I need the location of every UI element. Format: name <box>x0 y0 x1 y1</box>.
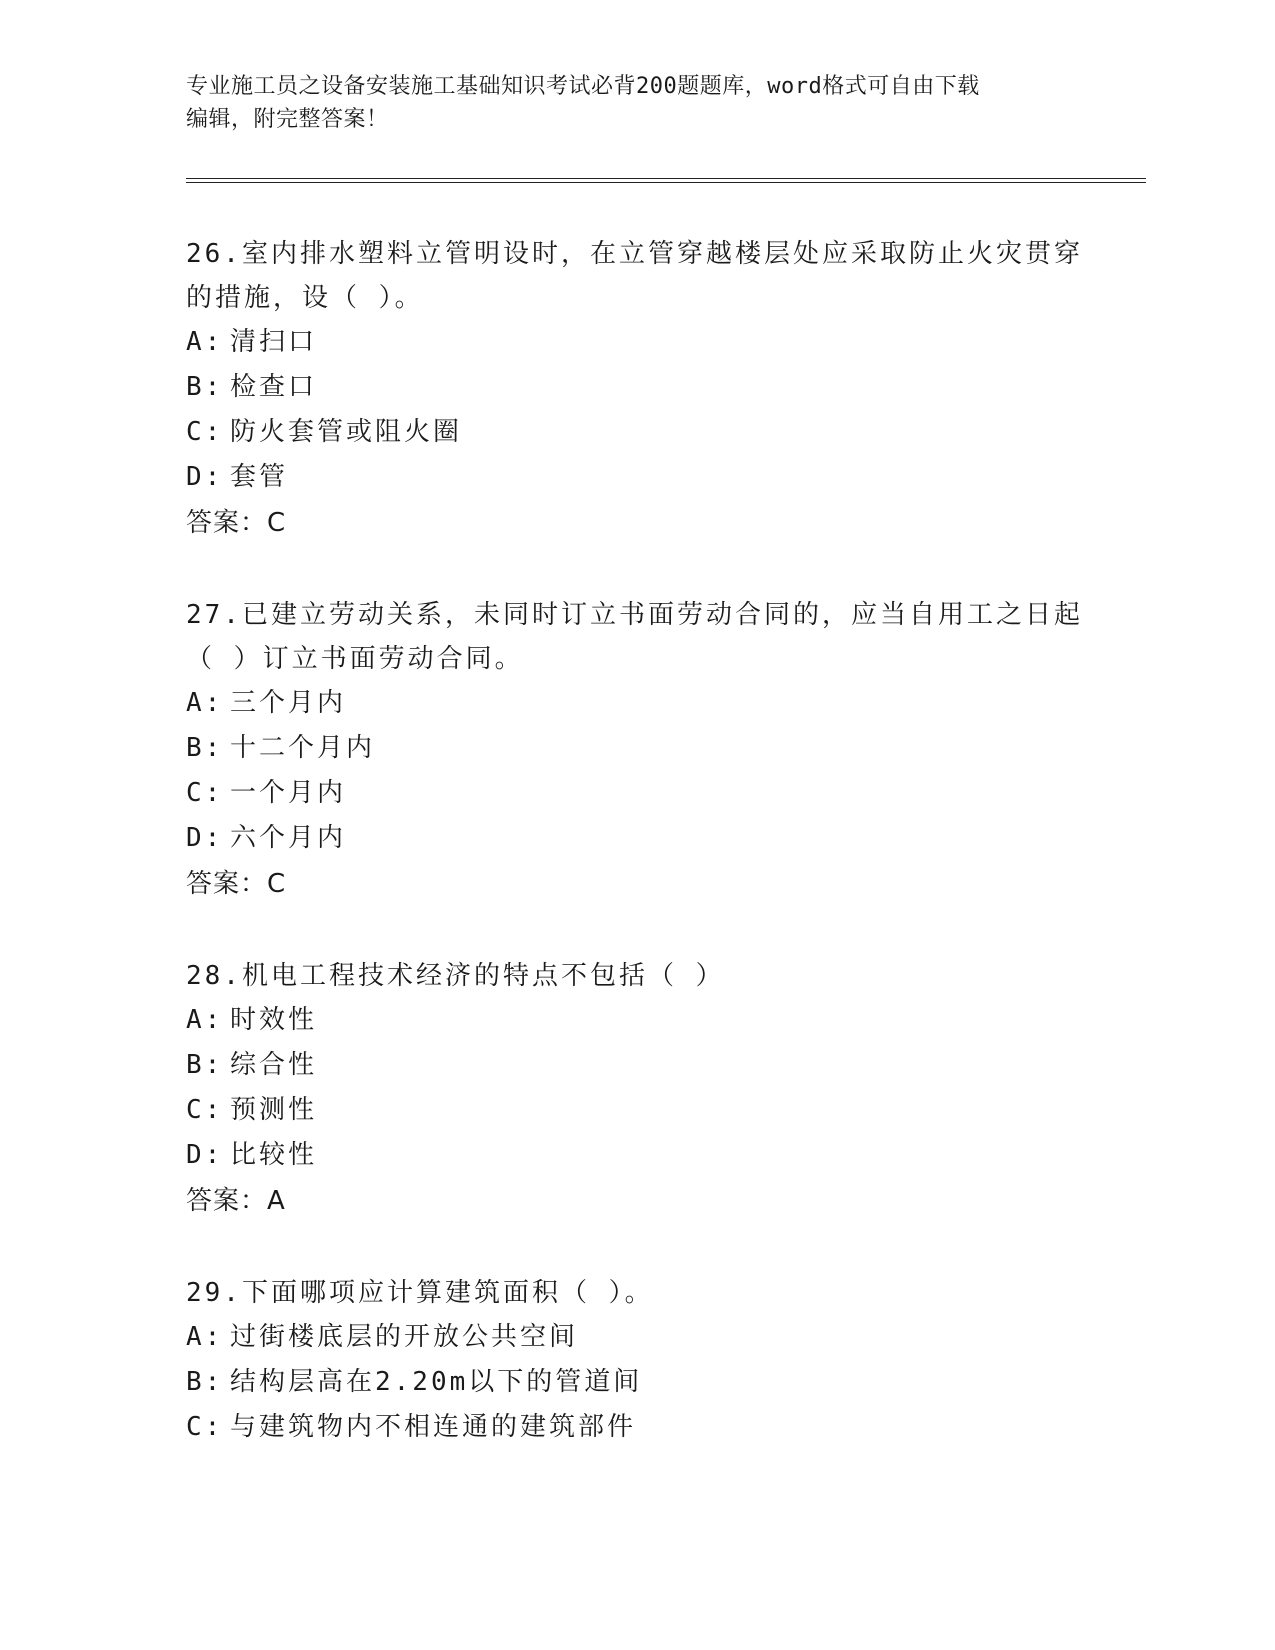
option-text: 与建筑物内不相连通的建筑部件 <box>230 1412 637 1442</box>
question-stem: 29.下面哪项应计算建筑面积（ ）。 <box>186 1278 654 1308</box>
option-b <box>186 365 1086 410</box>
option-key: A: <box>186 1005 224 1035</box>
option-a <box>186 320 1086 365</box>
question-stem: 27.已建立劳动关系，未同时订立书面劳动合同的，应当自用工之日起（ ）订立书面劳动合同。 <box>186 600 1083 674</box>
option-c <box>186 1405 1086 1450</box>
option-text: 防火套管或阻火圈 <box>230 417 463 447</box>
option-key: A: <box>186 688 224 718</box>
option-key: B: <box>186 733 224 763</box>
option-d <box>186 455 1086 500</box>
option-text: 预测性 <box>230 1095 318 1125</box>
option-text: 套管 <box>230 462 289 492</box>
document-page <box>186 0 1146 1650</box>
option-text: 一个月内 <box>230 778 347 808</box>
option-key: C: <box>186 778 224 808</box>
header-title-line-2: 编辑，附完整答案！ <box>186 107 389 132</box>
question-stem: 26.室内排水塑料立管明设时，在立管穿越楼层处应采取防止火灾贯穿的措施，设（ ）。 <box>186 239 1083 313</box>
option-text: 十二个月内 <box>230 733 376 763</box>
header-title-line-1: 专业施工员之设备安装施工基础知识考试必背200题题库，word格式可自由下载 <box>186 74 980 99</box>
option-key: D: <box>186 462 224 492</box>
header-divider <box>186 178 1146 183</box>
option-key: B: <box>186 1050 224 1080</box>
option-key: C: <box>186 417 224 447</box>
option-a <box>186 681 1086 726</box>
option-key: B: <box>186 372 224 402</box>
option-text: 结构层高在2.20m以下的管道间 <box>230 1367 643 1397</box>
answer-text: 答案：A <box>186 1186 286 1216</box>
answer-text: 答案：C <box>186 508 287 538</box>
option-text: 六个月内 <box>230 823 347 853</box>
option-b <box>186 1043 1086 1088</box>
option-c <box>186 410 1086 455</box>
option-c <box>186 1088 1086 1133</box>
option-a <box>186 1315 1086 1360</box>
option-key: B: <box>186 1367 224 1397</box>
option-c <box>186 771 1086 816</box>
option-key: D: <box>186 1140 224 1170</box>
option-key: A: <box>186 1322 224 1352</box>
option-d <box>186 816 1086 861</box>
option-text: 时效性 <box>230 1005 318 1035</box>
document-header <box>186 70 1086 136</box>
question-list <box>186 232 1086 1497</box>
answer-text: 答案：C <box>186 869 287 899</box>
option-key: C: <box>186 1095 224 1125</box>
option-b <box>186 1360 1086 1405</box>
option-b <box>186 726 1086 771</box>
option-d <box>186 1133 1086 1178</box>
option-text: 检查口 <box>230 372 318 402</box>
option-key: C: <box>186 1412 224 1442</box>
question-27 <box>186 593 1086 907</box>
question-28 <box>186 954 1086 1224</box>
option-text: 清扫口 <box>230 327 318 357</box>
option-text: 三个月内 <box>230 688 347 718</box>
question-26 <box>186 232 1086 546</box>
question-29 <box>186 1271 1086 1450</box>
option-text: 过街楼底层的开放公共空间 <box>230 1322 579 1352</box>
option-key: A: <box>186 327 224 357</box>
question-stem: 28.机电工程技术经济的特点不包括（ ） <box>186 961 725 991</box>
option-text: 比较性 <box>230 1140 318 1170</box>
option-a <box>186 998 1086 1043</box>
option-text: 综合性 <box>230 1050 318 1080</box>
option-key: D: <box>186 823 224 853</box>
